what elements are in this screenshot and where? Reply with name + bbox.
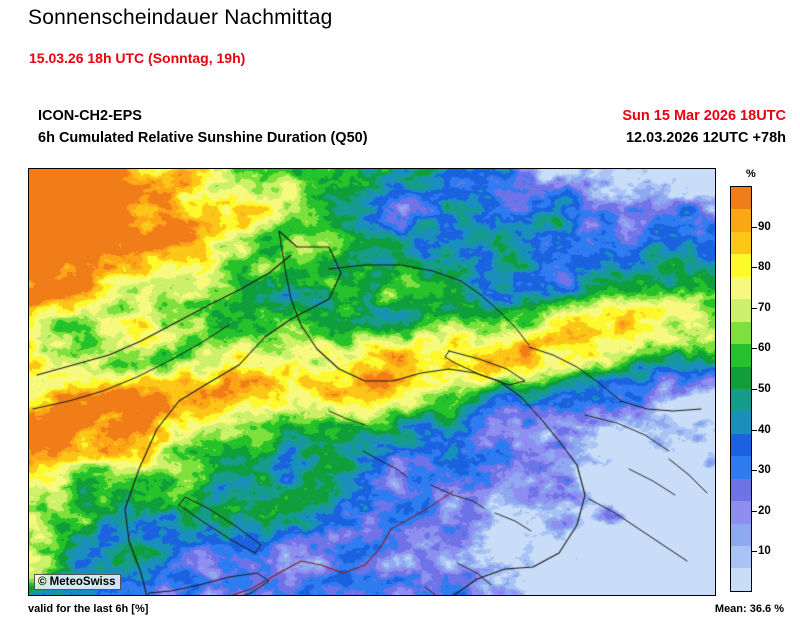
page-title: Sonnenscheindauer Nachmittag bbox=[28, 6, 333, 29]
color-legend-tick-label: 90 bbox=[758, 220, 771, 233]
model-name-label: ICON-CH2-EPS bbox=[38, 108, 142, 124]
color-swatch bbox=[731, 299, 751, 321]
page-subtitle: 15.03.26 18h UTC (Sonntag, 19h) bbox=[29, 50, 246, 66]
product-name-label: 6h Cumulated Relative Sunshine Duration (Q50) bbox=[38, 130, 368, 146]
color-legend-tick bbox=[752, 430, 757, 431]
color-legend-tick-label: 20 bbox=[758, 504, 771, 517]
color-legend-tick-label: 40 bbox=[758, 423, 771, 436]
color-swatch bbox=[731, 434, 751, 456]
color-legend-tick-label: 30 bbox=[758, 464, 771, 477]
color-legend-tick bbox=[752, 470, 757, 471]
color-legend-tick-label: 50 bbox=[758, 383, 771, 395]
color-swatch bbox=[731, 367, 751, 389]
color-swatch bbox=[731, 344, 751, 366]
color-legend-tick bbox=[752, 511, 757, 512]
color-swatch bbox=[731, 568, 751, 590]
color-legend-tick bbox=[752, 267, 757, 268]
copyright-label: © MeteoSwiss bbox=[34, 574, 121, 590]
color-swatch bbox=[731, 254, 751, 276]
color-swatch bbox=[731, 322, 751, 344]
color-legend bbox=[726, 168, 794, 596]
color-legend-tick-label: 80 bbox=[758, 261, 771, 274]
color-legend-tick bbox=[752, 389, 757, 390]
model-run-label: 12.03.2026 12UTC +78h bbox=[625, 130, 786, 146]
color-legend-tick bbox=[752, 348, 757, 349]
color-legend-scale bbox=[730, 186, 752, 592]
color-legend-tick bbox=[752, 551, 757, 552]
color-swatch bbox=[731, 389, 751, 411]
map-canvas bbox=[29, 169, 715, 595]
color-legend-tick-label: 60 bbox=[758, 342, 771, 355]
color-legend-tick-label: 10 bbox=[758, 545, 771, 558]
weather-map[interactable] bbox=[28, 168, 716, 596]
color-swatch bbox=[731, 546, 751, 568]
color-legend-labels bbox=[755, 186, 789, 592]
color-swatch bbox=[731, 501, 751, 523]
valid-date-label: Sun 15 Mar 2026 18UTC bbox=[622, 108, 786, 124]
color-swatch bbox=[731, 479, 751, 501]
color-swatch bbox=[731, 187, 751, 209]
color-swatch bbox=[731, 524, 751, 546]
footer-mean-label: Mean: 36.6 % bbox=[714, 603, 784, 615]
color-swatch bbox=[731, 411, 751, 433]
color-legend-tick-label: 70 bbox=[758, 301, 771, 314]
color-legend-tick bbox=[752, 227, 757, 228]
footer-validity-label: valid for the last 6h [%] bbox=[28, 603, 149, 615]
color-swatch bbox=[731, 209, 751, 231]
color-legend-tick bbox=[752, 308, 757, 309]
color-legend-unit: % bbox=[746, 168, 756, 180]
color-swatch bbox=[731, 232, 751, 254]
color-swatch bbox=[731, 277, 751, 299]
color-swatch bbox=[731, 456, 751, 478]
